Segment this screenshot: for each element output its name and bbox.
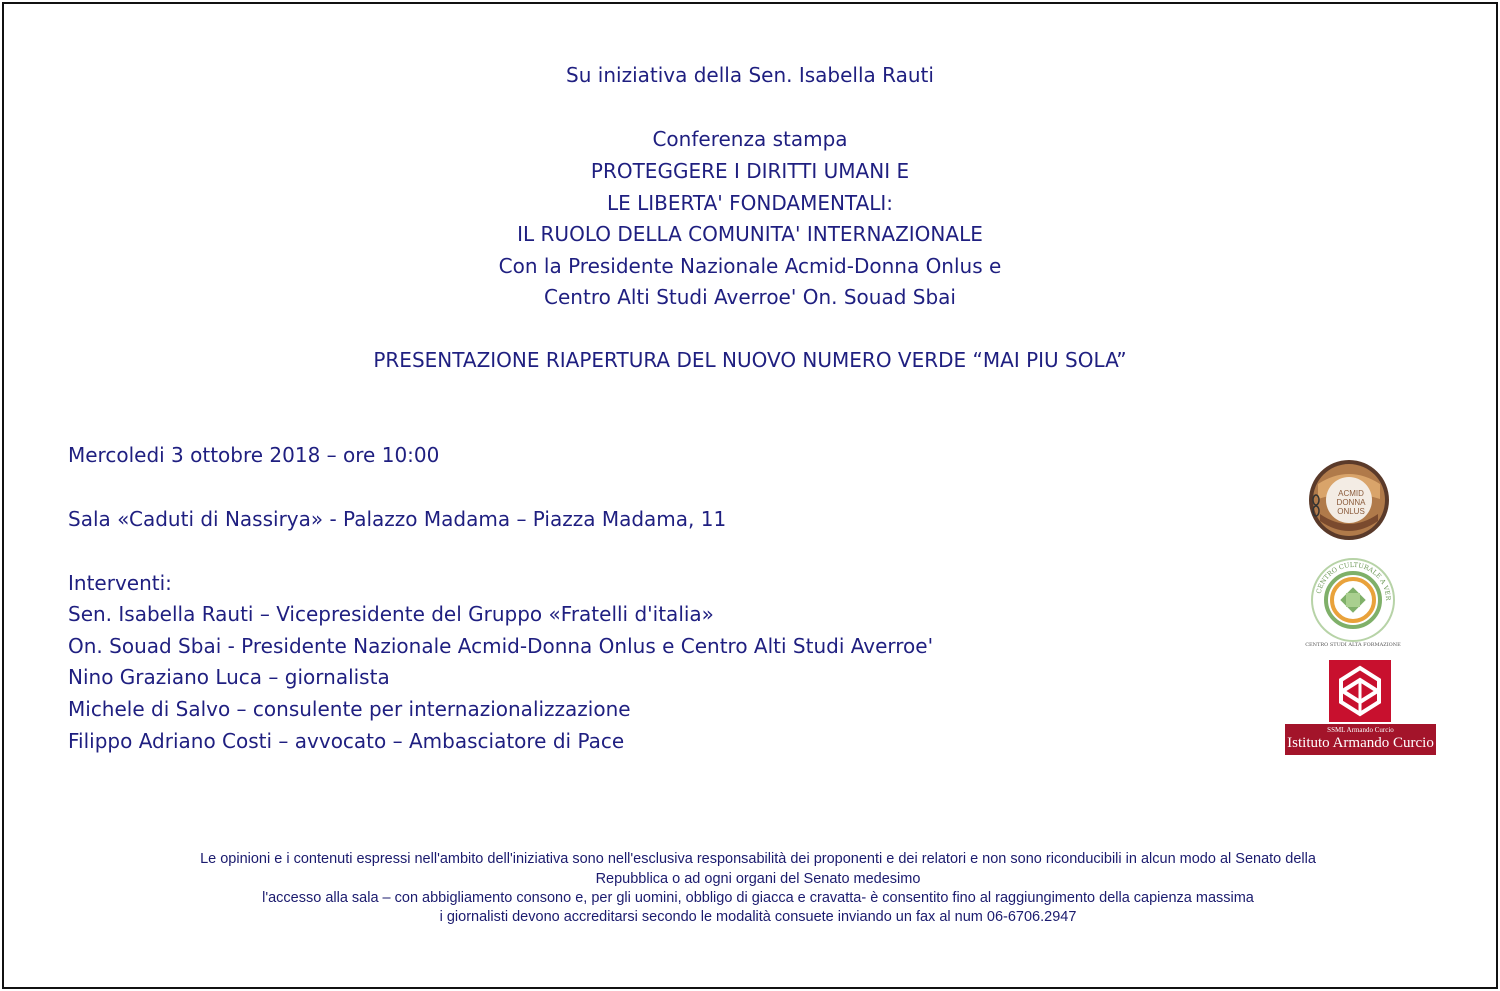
disclaimer-line-3: l'accesso alla sala – con abbigliamento consono e, per gli uomini, obbligo di giacca e cravatta- è consentito fino al raggiungimento della capienza massima	[262, 890, 1254, 906]
speaker-item: On. Souad Sbai - Presidente Nazionale Acmid-Donna Onlus e Centro Alti Studi Averroe'	[68, 634, 934, 658]
acmid-logo-text-3: ONLUS	[1337, 507, 1365, 516]
initiative-line: Su iniziativa della Sen. Isabella Rauti	[566, 63, 934, 87]
title-line-4: IL RUOLO DELLA COMUNITA' INTERNAZIONALE	[517, 222, 983, 246]
disclaimer-line-2: Repubblica o ad ogni organi del Senato medesimo	[595, 871, 921, 887]
istituto-curcio-logo	[1285, 660, 1436, 755]
curcio-name-band	[1285, 724, 1436, 755]
title-line-5: Con la Presidente Nazionale Acmid-Donna Onlus e	[498, 254, 1002, 278]
speaker-item: Filippo Adriano Costi – avvocato – Ambasciatore di Pace	[68, 729, 625, 753]
acmid-logo-text-2: DONNA	[1336, 498, 1366, 507]
speaker-item: Nino Graziano Luca – giornalista	[68, 665, 390, 689]
centro-culturale-logo	[1303, 556, 1403, 656]
disclaimer-line-4: i giornalisti devono accreditarsi secondo le modalità consuete inviando un fax al num 06-6706.2947	[439, 909, 1077, 925]
speaker-item: Michele di Salvo – consulente per internazionalizzazione	[68, 697, 631, 721]
acmid-logo-text-1: ACMID	[1338, 489, 1364, 498]
title-line-2: PROTEGGERE I DIRITTI UMANI E	[590, 159, 910, 183]
curcio-mark-icon	[1329, 660, 1391, 722]
presentation-line: PRESENTAZIONE RIAPERTURA DEL NUOVO NUMERO VERDE “MAI PIU SOLA”	[373, 348, 1127, 372]
curcio-small-text: SSML Armando Curcio	[1327, 726, 1394, 734]
disclaimer-line-1: Le opinioni e i contenuti espressi nell'ambito dell'iniziativa sono nell'esclusiva responsabilità dei proponenti e dei relatori e non sono riconducibili in alcun modo al Senato della	[200, 851, 1316, 867]
centro-caption: CENTRO STUDI ALTA FORMAZIONE	[1305, 642, 1401, 648]
speaker-item: Sen. Isabella Rauti – Vicepresidente del Gruppo «Fratelli d'italia»	[68, 602, 714, 626]
title-line-1: Conferenza stampa	[652, 127, 848, 151]
event-date: Mercoledi 3 ottobre 2018 – ore 10:00	[68, 443, 440, 467]
acmid-donna-logo	[1308, 459, 1390, 541]
title-line-3: LE LIBERTA' FONDAMENTALI:	[606, 191, 894, 215]
centro-ring-text: CENTRO CULTURALE A VER	[1314, 560, 1393, 601]
curcio-big-text: Istituto Armando Curcio	[1287, 735, 1434, 751]
event-location: Sala «Caduti di Nassirya» - Palazzo Madama – Piazza Madama, 11	[68, 507, 727, 531]
speakers-heading: Interventi:	[68, 571, 172, 595]
title-line-6: Centro Alti Studi Averroe' On. Souad Sbai	[544, 285, 956, 309]
